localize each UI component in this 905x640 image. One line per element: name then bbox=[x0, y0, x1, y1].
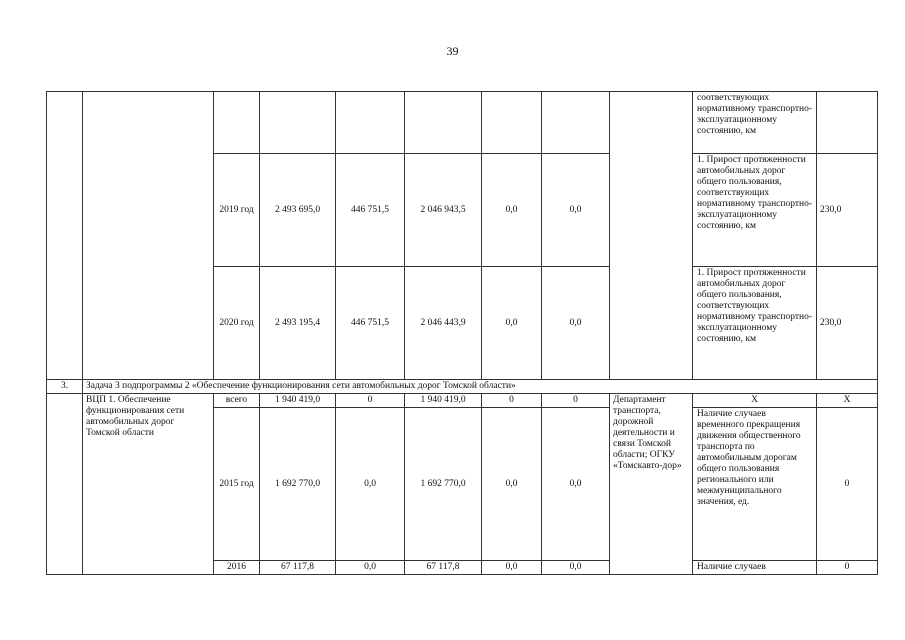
year-cell: всего bbox=[214, 394, 260, 408]
total-cell: 67 117,8 bbox=[260, 561, 336, 575]
fed-cell: 446 751,5 bbox=[336, 267, 405, 380]
target-cell: Х bbox=[817, 394, 878, 408]
fed-cell: 446 751,5 bbox=[336, 154, 405, 267]
cell-num bbox=[47, 92, 83, 380]
indicator-cell: Наличие случаев bbox=[693, 561, 817, 575]
indicator-cell: 1. Прирост протяженности автомобильных дорог общего пользования, соответствующих нормативному транспортно-эксплуатационному состоянию, км bbox=[693, 267, 817, 380]
cell-total bbox=[260, 92, 336, 154]
reg-cell: 67 117,8 bbox=[405, 561, 482, 575]
year-cell: 2015 год bbox=[214, 408, 260, 561]
task-number: 3. bbox=[47, 380, 83, 394]
task-title: Задача 3 подпрограммы 2 «Обеспечение функционирования сети автомобильных дорог Томской области» bbox=[83, 380, 878, 394]
extra-cell: 0,0 bbox=[542, 561, 610, 575]
year-cell: 2020 год bbox=[214, 267, 260, 380]
table-row bbox=[47, 394, 878, 408]
extra-cell: 0,0 bbox=[542, 408, 610, 561]
cell-num bbox=[47, 394, 83, 575]
fed-cell: 0 bbox=[336, 394, 405, 408]
target-cell bbox=[817, 92, 878, 154]
target-cell: 230,0 bbox=[817, 267, 878, 380]
cell-executor bbox=[610, 92, 693, 380]
extra-cell: 0,0 bbox=[542, 267, 610, 380]
reg-cell: 2 046 443,9 bbox=[405, 267, 482, 380]
total-cell: 2 493 195,4 bbox=[260, 267, 336, 380]
mun-cell: 0,0 bbox=[482, 154, 542, 267]
program-table bbox=[46, 91, 878, 575]
target-cell: 0 bbox=[817, 408, 878, 561]
fed-cell: 0,0 bbox=[336, 561, 405, 575]
fed-cell: 0,0 bbox=[336, 408, 405, 561]
reg-cell: 2 046 943,5 bbox=[405, 154, 482, 267]
year-cell: 2019 год bbox=[214, 154, 260, 267]
indicator-cell: Х bbox=[693, 394, 817, 408]
table-row bbox=[47, 92, 878, 154]
target-cell: 230,0 bbox=[817, 154, 878, 267]
mun-cell: 0,0 bbox=[482, 561, 542, 575]
executor-cell: Департамент транспорта, дорожной деятельности и связи Томской области; ОГКУ «Томскавто-дор» bbox=[610, 394, 693, 575]
year-cell: 2016 bbox=[214, 561, 260, 575]
indicator-cell: 1. Прирост протяженности автомобильных дорог общего пользования, соответствующих нормативному транспортно-эксплуатационному состоянию, км bbox=[693, 154, 817, 267]
cell-name bbox=[83, 92, 214, 380]
total-cell: 1 940 419,0 bbox=[260, 394, 336, 408]
vcp-name: ВЦП 1. Обеспечение функционирования сети автомобильных дорог Томской области bbox=[83, 394, 214, 575]
total-cell: 2 493 695,0 bbox=[260, 154, 336, 267]
extra-cell: 0 bbox=[542, 394, 610, 408]
page-number: 39 bbox=[446, 44, 459, 58]
indicator-cell: соответствующих нормативному транспортно-эксплуатационному состоянию, км bbox=[693, 92, 817, 154]
reg-cell: 1 692 770,0 bbox=[405, 408, 482, 561]
total-cell: 1 692 770,0 bbox=[260, 408, 336, 561]
reg-cell: 1 940 419,0 bbox=[405, 394, 482, 408]
mun-cell: 0,0 bbox=[482, 408, 542, 561]
cell-fed bbox=[336, 92, 405, 154]
mun-cell: 0 bbox=[482, 394, 542, 408]
cell-year bbox=[214, 92, 260, 154]
cell-mun bbox=[482, 92, 542, 154]
indicator-cell: Наличие случаев временного прекращения движения общественного транспорта по автомобильным дорогам общего пользования регионального или межмуниципального значения, ед. bbox=[693, 408, 817, 561]
cell-reg bbox=[405, 92, 482, 154]
target-cell: 0 bbox=[817, 561, 878, 575]
mun-cell: 0,0 bbox=[482, 267, 542, 380]
task-row bbox=[47, 380, 878, 394]
cell-extra bbox=[542, 92, 610, 154]
extra-cell: 0,0 bbox=[542, 154, 610, 267]
